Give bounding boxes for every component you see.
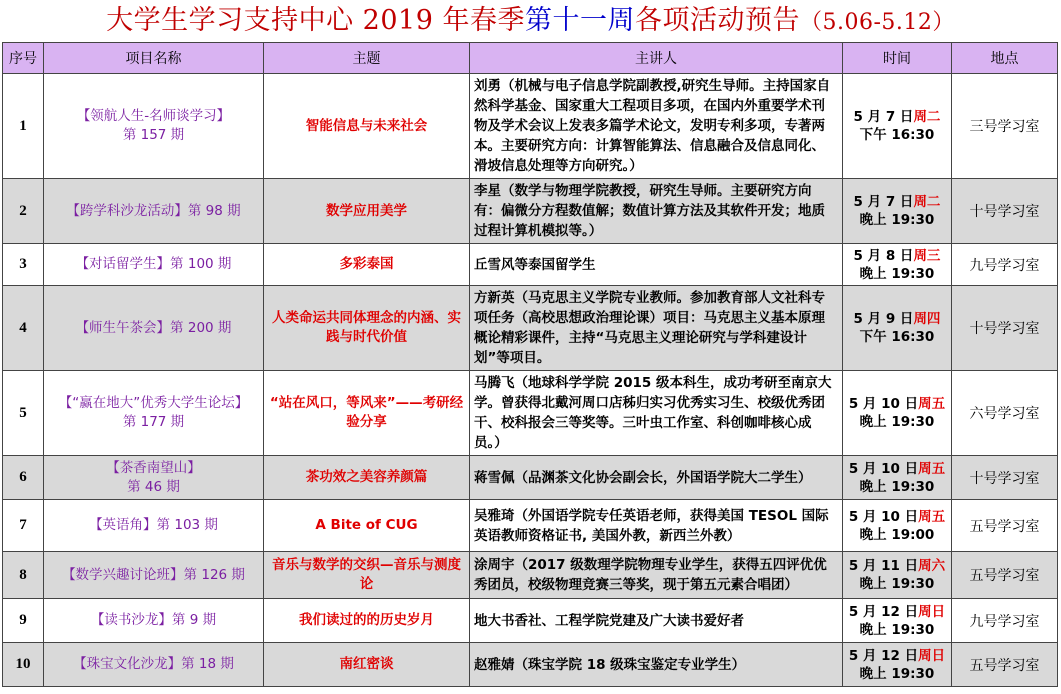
row-place: 六号学习室 xyxy=(952,371,1058,456)
project-name: 【读书沙龙】第 9 期 xyxy=(90,612,217,628)
row-speaker: 方新英（马克思主义学院专业教师。参加教育部人文社科专项任务（高校思想政治理论课）项目：马克思主义基本原理概论精彩课件，主持“马克思主义理论研究与学科建设计划”等项目。 xyxy=(470,286,843,371)
row-num: 7 xyxy=(3,500,44,552)
row-time xyxy=(843,179,952,244)
row-theme: 音乐与数学的交织—音乐与测度论 xyxy=(264,552,470,599)
table-row xyxy=(3,74,1058,179)
row-place: 五号学习室 xyxy=(952,643,1058,687)
row-num: 6 xyxy=(3,456,44,500)
project-name: 【数学兴趣讨论班】第 126 期 xyxy=(62,566,245,583)
row-project xyxy=(44,286,264,371)
row-theme: A Bite of CUG xyxy=(264,500,470,552)
header-place: 地点 xyxy=(952,43,1058,74)
table-row xyxy=(3,371,1058,456)
row-theme: 智能信息与未来社会 xyxy=(264,74,470,179)
title-suffix: 各项活动预告 xyxy=(634,5,800,36)
row-project xyxy=(44,244,264,286)
time-date: 5 月 11 日 xyxy=(848,558,919,574)
row-place: 十号学习室 xyxy=(952,456,1058,500)
row-theme: 数学应用美学 xyxy=(264,179,470,244)
time-clock: 晚上 19:00 xyxy=(859,526,935,543)
row-place: 九号学习室 xyxy=(952,244,1058,286)
row-num: 4 xyxy=(3,286,44,371)
time-date: 5 月 12 日 xyxy=(848,603,919,620)
time-weekday: 周日 xyxy=(918,603,946,620)
row-place: 十号学习室 xyxy=(952,286,1058,371)
row-speaker: 李星（数学与物理学院教授，研究生导师。主要研究方向有：偏微分方程数值解；数值计算方法及其软件开发；地质过程计算机模拟等。） xyxy=(470,179,843,244)
time-weekday: 周日 xyxy=(918,647,946,664)
time-weekday: 周四 xyxy=(913,311,941,327)
row-theme: “站在风口，等风来”——考研经验分享 xyxy=(264,371,470,456)
row-project xyxy=(44,599,264,643)
row-theme: 我们读过的的历史岁月 xyxy=(264,599,470,643)
row-time xyxy=(843,74,952,179)
row-project xyxy=(44,552,264,599)
table-row xyxy=(3,599,1058,643)
row-num: 8 xyxy=(3,552,44,599)
row-theme: 茶功效之美容养颜篇 xyxy=(264,456,470,500)
row-project xyxy=(44,456,264,500)
time-date: 5 月 10 日 xyxy=(848,396,919,412)
table-row xyxy=(3,456,1058,500)
header-project: 项目名称 xyxy=(44,43,264,74)
table-row xyxy=(3,500,1058,552)
time-weekday: 周五 xyxy=(918,508,946,525)
row-project xyxy=(44,643,264,687)
row-num: 10 xyxy=(3,643,44,687)
row-speaker: 马腾飞（地球科学学院 2015 级本科生，成功考研至南京大学。曾获得北戴河周口店秭归实习优秀实习生、校级优秀团干、校科报会三等奖等。三叶虫工作室、科创咖啡核心成员。） xyxy=(470,371,843,456)
row-theme: 南红密谈 xyxy=(264,643,470,687)
row-num: 1 xyxy=(3,74,44,179)
row-place: 九号学习室 xyxy=(952,599,1058,643)
time-clock: 晚上 19:30 xyxy=(859,212,935,228)
activity-schedule-table xyxy=(2,42,1058,687)
header-num: 序号 xyxy=(3,43,44,74)
row-time xyxy=(843,286,952,371)
row-speaker: 刘勇（机械与电子信息学院副教授,研究生导师。主持国家自然科学基金、国家重大工程项目多项，在国内外重要学术刊物及学术会议上发表多篇学术论文，发明专利多项，专著两本。主要研究方向：计算智能算法、信息融合及信息同化、滑坡信息处理等方向研究。） xyxy=(470,74,843,179)
row-speaker: 吴雅琦（外国语学院专任英语老师，获得美国 TESOL 国际英语教师资格证书, 美国外教，新西兰外教） xyxy=(470,500,843,552)
row-time xyxy=(843,371,952,456)
project-name: 【师生午茶会】第 200 期 xyxy=(75,319,232,336)
project-name: 【跨学科沙龙活动】第 98 期 xyxy=(66,202,241,219)
title-date-range: （5.06-5.12） xyxy=(799,10,955,35)
header-speaker: 主讲人 xyxy=(470,43,843,74)
time-clock: 晚上 19:30 xyxy=(859,478,935,495)
time-clock: 晚上 19:30 xyxy=(859,576,935,592)
time-date: 5 月 8 日 xyxy=(853,247,914,264)
project-name: 【珠宝文化沙龙】第 18 期 xyxy=(73,656,234,672)
project-name: 【领航人生-名师谈学习】 xyxy=(76,108,231,124)
table-row xyxy=(3,286,1058,371)
row-speaker: 蒋雪佩（品渊茶文化协会副会长，外国语学院大二学生） xyxy=(470,456,843,500)
table-row xyxy=(3,179,1058,244)
header-theme: 主题 xyxy=(264,43,470,74)
time-weekday: 周三 xyxy=(913,247,941,264)
row-time xyxy=(843,244,952,286)
row-speaker: 涂周宇（2017 级数理学院物理专业学生，获得五四评优优秀团员，校级物理竞赛三等奖，现于第五元素合唱团） xyxy=(470,552,843,599)
time-clock: 晚上 19:30 xyxy=(859,265,935,282)
row-project xyxy=(44,179,264,244)
row-time xyxy=(843,456,952,500)
time-date: 5 月 7 日 xyxy=(853,194,914,210)
time-clock: 晚上 19:30 xyxy=(859,414,935,430)
row-num: 3 xyxy=(3,244,44,286)
row-theme: 多彩泰国 xyxy=(264,244,470,286)
row-project xyxy=(44,74,264,179)
project-name: 【英语角】第 103 期 xyxy=(89,517,218,533)
time-weekday: 周二 xyxy=(913,109,941,125)
row-num: 9 xyxy=(3,599,44,643)
row-num: 5 xyxy=(3,371,44,456)
project-issue: 第 157 期 xyxy=(122,127,185,143)
row-time xyxy=(843,500,952,552)
row-time xyxy=(843,552,952,599)
row-time xyxy=(843,643,952,687)
time-date: 5 月 10 日 xyxy=(848,460,919,477)
row-place: 十号学习室 xyxy=(952,179,1058,244)
time-weekday: 周五 xyxy=(918,460,946,477)
title-week: 第十一周 xyxy=(524,5,635,36)
table-row xyxy=(3,643,1058,687)
row-place: 五号学习室 xyxy=(952,552,1058,599)
time-clock: 晚上 19:30 xyxy=(859,621,935,638)
time-date: 5 月 7 日 xyxy=(853,109,914,125)
project-name: 【对话留学生】第 100 期 xyxy=(75,256,232,272)
table-header-row xyxy=(3,43,1058,74)
row-place: 三号学习室 xyxy=(952,74,1058,179)
time-weekday: 周五 xyxy=(918,396,946,412)
row-project xyxy=(44,500,264,552)
project-issue: 第 177 期 xyxy=(122,414,185,430)
row-speaker: 丘雪风等泰国留学生 xyxy=(470,244,843,286)
time-date: 5 月 12 日 xyxy=(848,647,919,664)
time-date: 5 月 9 日 xyxy=(853,311,914,327)
table-row xyxy=(3,244,1058,286)
project-name: 【“赢在地大”优秀大学生论坛】 xyxy=(58,395,249,411)
row-time xyxy=(843,599,952,643)
title-prefix: 大学生学习支持中心 2019 年春季 xyxy=(106,5,525,36)
row-theme: 人类命运共同体理念的内涵、实践与时代价值 xyxy=(264,286,470,371)
time-clock: 下午 16:30 xyxy=(859,329,935,345)
project-issue: 第 46 期 xyxy=(127,478,180,495)
row-num: 2 xyxy=(3,179,44,244)
row-speaker: 赵雅婧（珠宝学院 18 级珠宝鉴定专业学生） xyxy=(470,643,843,687)
time-weekday: 周二 xyxy=(913,194,941,210)
row-speaker: 地大书香社、工程学院党建及广大读书爱好者 xyxy=(470,599,843,643)
row-project xyxy=(44,371,264,456)
page-title xyxy=(106,3,955,41)
time-clock: 下午 16:30 xyxy=(859,127,935,143)
table-row xyxy=(3,552,1058,599)
time-weekday: 周六 xyxy=(918,558,946,574)
header-time: 时间 xyxy=(843,43,952,74)
time-date: 5 月 10 日 xyxy=(848,508,919,525)
row-place: 五号学习室 xyxy=(952,500,1058,552)
project-name: 【茶香南望山】 xyxy=(106,459,201,476)
time-clock: 晚上 19:30 xyxy=(859,665,935,682)
page-title-bar xyxy=(0,0,1061,42)
